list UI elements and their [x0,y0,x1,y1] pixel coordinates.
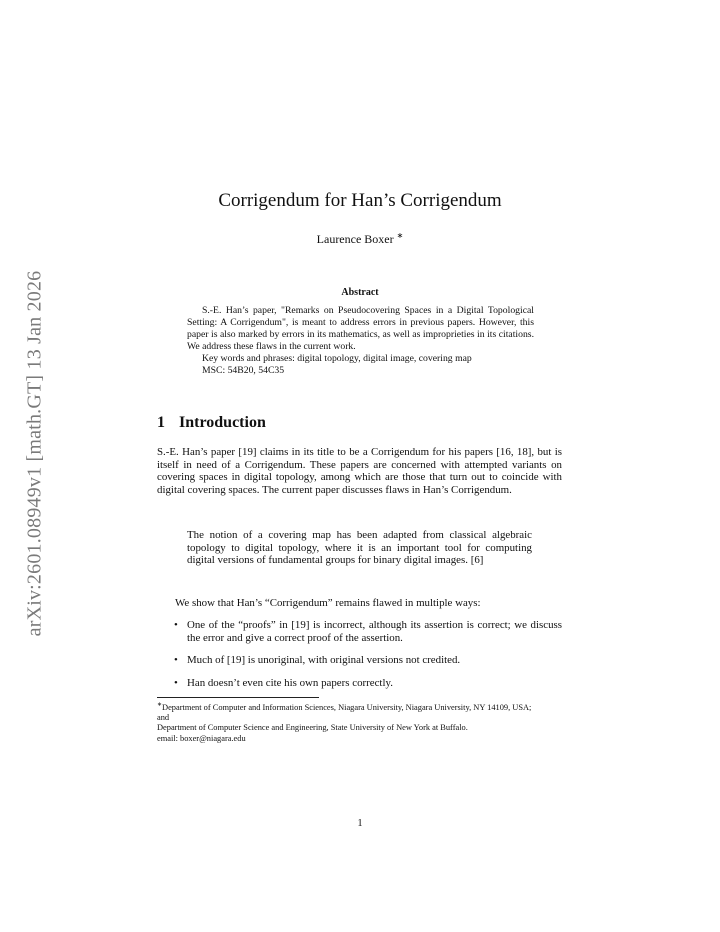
footnote-affiliation-2: Department of Computer Science and Engineering, State University of New York at Buffalo. [157,723,468,733]
arxiv-identifier-text: arXiv:2601.08949v1 [math.GT] 13 Jan 2026 [23,270,46,636]
footnote-and: and [157,713,170,723]
author-footnote-mark: ∗ [396,231,404,240]
author-name: Laurence Boxer [316,232,394,246]
list-item-text: Much of [19] is unoriginal, with original versions not credited. [187,654,461,667]
bullet-icon: • [174,654,178,667]
abstract-heading: Abstract [341,287,379,298]
footnote-affiliation-1 [157,700,562,713]
list-item [157,677,562,690]
list-item [157,619,562,644]
intro-paragraph: S.-E. Han’s paper [19] claims in its title to be a Corrigendum for his papers [16, 18], but is itself in need of a Corrigendum. These papers are concerned with attempted variants on covering spaces in digital topology, among which are those that turn out to coincide with digital covering spaces. The current paper discusses flaws in Han’s Corrigendum. [157,446,562,496]
abstract-block [187,305,534,377]
flaws-lead-sentence: We show that Han’s “Corrigendum” remains flawed in multiple ways: [175,597,481,609]
bullet-icon: • [174,676,178,689]
section-title: Introduction [179,414,266,431]
abstract-text: S.-E. Han’s paper, "Remarks on Pseudocovering Spaces in a Digital Topological Setting: A Corrigendum", is meant to address errors in previous papers. However, this paper is also marked by errors in its mathematics, as well as improprieties in its citations. We address these flaws in the current work. [187,305,534,352]
keywords: Key words and phrases: digital topology, digital image, covering map [202,353,472,364]
section-heading [157,414,266,432]
msc-codes: MSC: 54B20, 54C35 [202,365,285,376]
section-number: 1 [157,414,165,431]
bullet-icon: • [174,619,178,631]
footnote [157,700,562,744]
flaws-list [157,619,562,689]
paper-title: Corrigendum for Han’s Corrigendum [218,190,502,211]
list-item-text: One of the “proofs” in [19] is incorrect, although its assertion is correct; we discuss the error and give a correct proof of the assertion. [187,619,562,644]
block-quote: The notion of a covering map has been adapted from classical algebraic topology to digital topology, where it is an important tool for computing digital versions of fundamental groups for binary digital images. [6] [187,529,532,567]
footnote-divider [157,697,319,698]
list-item [157,654,562,667]
page-number: 1 [357,818,363,829]
footnote-email: email: boxer@niagara.edu [157,733,246,743]
footnote-mark: ∗ [157,702,163,708]
arxiv-identifier-stamp [20,248,50,658]
list-item-text: Han doesn’t even cite his own papers correctly. [187,676,393,689]
footnote-line-1: Department of Computer and Information Sciences, Niagara University, Niagara University, NY 14109, USA; [162,702,532,712]
author-line [0,231,720,247]
